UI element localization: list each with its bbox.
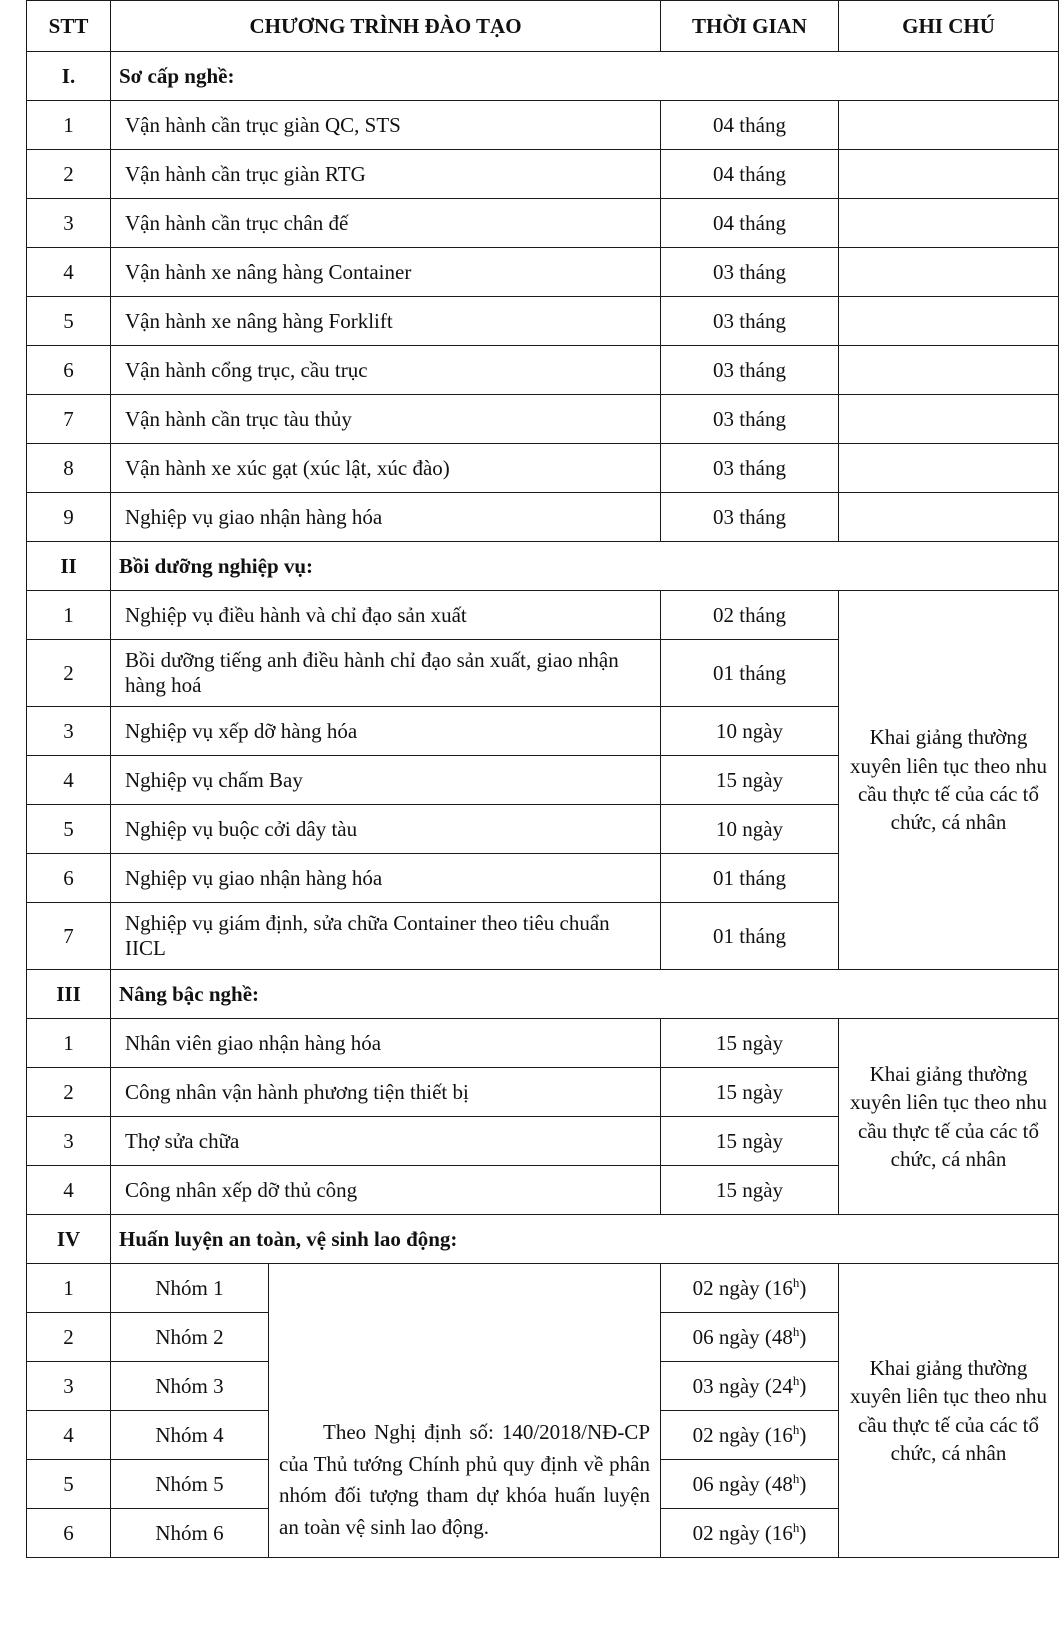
row-stt: 6 xyxy=(27,1509,111,1558)
row-days-close: ) xyxy=(799,1276,807,1300)
row-time: 15 ngày xyxy=(661,1019,839,1068)
row-stt: 5 xyxy=(27,297,111,346)
table-row xyxy=(27,297,1059,346)
table-row xyxy=(27,395,1059,444)
table-row xyxy=(27,591,1059,640)
row-stt: 1 xyxy=(27,1264,111,1313)
row-stt: 4 xyxy=(27,248,111,297)
row-stt: 3 xyxy=(27,707,111,756)
row-program: Nhân viên giao nhận hàng hóa xyxy=(111,1019,661,1068)
row-time: 15 ngày xyxy=(661,756,839,805)
row-group: Nhóm 1 xyxy=(111,1264,269,1313)
row-time: 03 tháng xyxy=(661,297,839,346)
row-program: Nghiệp vụ giao nhận hàng hóa xyxy=(111,854,661,903)
row-stt: 8 xyxy=(27,444,111,493)
row-stt: 2 xyxy=(27,1068,111,1117)
row-time xyxy=(661,1411,839,1460)
row-note xyxy=(839,444,1059,493)
row-time: 03 tháng xyxy=(661,346,839,395)
row-stt: 4 xyxy=(27,1411,111,1460)
table-row xyxy=(27,493,1059,542)
row-time: 04 tháng xyxy=(661,199,839,248)
row-note xyxy=(839,101,1059,150)
row-days-close: ) xyxy=(799,1325,807,1349)
header-program: CHƯƠNG TRÌNH ĐÀO TẠO xyxy=(111,1,661,52)
row-note xyxy=(839,493,1059,542)
section-number: II xyxy=(27,542,111,591)
row-time: 03 tháng xyxy=(661,395,839,444)
table-row xyxy=(27,346,1059,395)
row-program: Vận hành xe nâng hàng Forklift xyxy=(111,297,661,346)
training-program-table xyxy=(26,0,1059,1558)
row-time xyxy=(661,1313,839,1362)
row-days-close: ) xyxy=(799,1374,807,1398)
row-program: Nghiệp vụ điều hành và chỉ đạo sản xuất xyxy=(111,591,661,640)
row-time: 02 tháng xyxy=(661,591,839,640)
row-days: 06 ngày (48 xyxy=(692,1472,793,1496)
row-group: Nhóm 5 xyxy=(111,1460,269,1509)
row-program: Công nhân xếp dỡ thủ công xyxy=(111,1166,661,1215)
row-program: Vận hành cần trục giàn QC, STS xyxy=(111,101,661,150)
row-days: 02 ngày (16 xyxy=(692,1276,793,1300)
row-time: 15 ngày xyxy=(661,1117,839,1166)
table-row xyxy=(27,1264,1059,1313)
hour-sup: h xyxy=(792,1324,800,1339)
table-row xyxy=(27,1019,1059,1068)
hour-sup: h xyxy=(792,1373,800,1388)
row-note xyxy=(839,248,1059,297)
row-program: Vận hành xe nâng hàng Container xyxy=(111,248,661,297)
section-title: Sơ cấp nghề: xyxy=(111,52,1059,101)
row-days: 03 ngày (24 xyxy=(692,1374,793,1398)
row-group: Nhóm 2 xyxy=(111,1313,269,1362)
section-note: Khai giảng thường xuyên liên tục theo nhu cầu thực tế của các tổ chức, cá nhân xyxy=(839,1264,1059,1558)
section-number: IV xyxy=(27,1215,111,1264)
row-program: Vận hành cần trục giàn RTG xyxy=(111,150,661,199)
row-program: Nghiệp vụ xếp dỡ hàng hóa xyxy=(111,707,661,756)
section-row xyxy=(27,52,1059,101)
section-number: III xyxy=(27,970,111,1019)
row-program: Công nhân vận hành phương tiện thiết bị xyxy=(111,1068,661,1117)
row-time: 03 tháng xyxy=(661,444,839,493)
section-title: Huấn luyện an toàn, vệ sinh lao động: xyxy=(111,1215,1059,1264)
row-program: Vận hành cần trục chân đế xyxy=(111,199,661,248)
row-stt: 6 xyxy=(27,854,111,903)
table-row xyxy=(27,199,1059,248)
row-time xyxy=(661,1509,839,1558)
header-stt: STT xyxy=(27,1,111,52)
header-time: THỜI GIAN xyxy=(661,1,839,52)
row-program: Nghiệp vụ buộc cởi dây tàu xyxy=(111,805,661,854)
row-time: 01 tháng xyxy=(661,903,839,970)
row-days-close: ) xyxy=(799,1423,807,1447)
row-program: Vận hành xe xúc gạt (xúc lật, xúc đào) xyxy=(111,444,661,493)
row-stt: 3 xyxy=(27,1362,111,1411)
section-number: I. xyxy=(27,52,111,101)
row-time: 03 tháng xyxy=(661,248,839,297)
row-stt: 4 xyxy=(27,1166,111,1215)
row-group: Nhóm 3 xyxy=(111,1362,269,1411)
hour-sup: h xyxy=(792,1275,800,1290)
row-program: Nghiệp vụ chấm Bay xyxy=(111,756,661,805)
hour-sup: h xyxy=(792,1471,800,1486)
row-note xyxy=(839,199,1059,248)
table-row xyxy=(27,248,1059,297)
row-note xyxy=(839,150,1059,199)
section-title: Bồi dưỡng nghiệp vụ: xyxy=(111,542,1059,591)
section-note: Khai giảng thường xuyên liên tục theo nhu cầu thực tế của các tổ chức, cá nhân xyxy=(839,591,1059,970)
row-stt: 3 xyxy=(27,199,111,248)
section-note: Khai giảng thường xuyên liên tục theo nhu cầu thực tế của các tổ chức, cá nhân xyxy=(839,1019,1059,1215)
section-row xyxy=(27,970,1059,1019)
row-stt: 5 xyxy=(27,1460,111,1509)
row-program: Vận hành cổng trục, cầu trục xyxy=(111,346,661,395)
row-program: Thợ sửa chữa xyxy=(111,1117,661,1166)
section-title: Nâng bậc nghề: xyxy=(111,970,1059,1019)
hour-sup: h xyxy=(792,1520,800,1535)
section-row xyxy=(27,542,1059,591)
header-row xyxy=(27,1,1059,52)
row-days: 06 ngày (48 xyxy=(692,1325,793,1349)
table-row xyxy=(27,444,1059,493)
row-stt: 2 xyxy=(27,640,111,707)
row-program: Vận hành cần trục tàu thủy xyxy=(111,395,661,444)
row-time xyxy=(661,1362,839,1411)
row-program: Nghiệp vụ giám định, sửa chữa Container theo tiêu chuẩn IICL xyxy=(111,903,661,970)
row-stt: 2 xyxy=(27,1313,111,1362)
row-stt: 5 xyxy=(27,805,111,854)
row-stt: 1 xyxy=(27,1019,111,1068)
row-time: 10 ngày xyxy=(661,707,839,756)
row-time: 15 ngày xyxy=(661,1166,839,1215)
row-stt: 9 xyxy=(27,493,111,542)
row-time: 04 tháng xyxy=(661,101,839,150)
header-note: GHI CHÚ xyxy=(839,1,1059,52)
row-time: 01 tháng xyxy=(661,640,839,707)
row-time: 01 tháng xyxy=(661,854,839,903)
hour-sup: h xyxy=(792,1422,800,1437)
section-row xyxy=(27,1215,1059,1264)
row-days-close: ) xyxy=(799,1521,807,1545)
row-stt: 4 xyxy=(27,756,111,805)
row-days: 02 ngày (16 xyxy=(692,1423,793,1447)
table-row xyxy=(27,101,1059,150)
row-stt: 6 xyxy=(27,346,111,395)
row-time: 10 ngày xyxy=(661,805,839,854)
row-note xyxy=(839,346,1059,395)
row-note xyxy=(839,395,1059,444)
row-stt: 3 xyxy=(27,1117,111,1166)
row-group: Nhóm 4 xyxy=(111,1411,269,1460)
row-stt: 7 xyxy=(27,903,111,970)
row-program: Bồi dưỡng tiếng anh điều hành chỉ đạo sản xuất, giao nhận hàng hoá xyxy=(111,640,661,707)
row-time xyxy=(661,1460,839,1509)
row-time xyxy=(661,1264,839,1313)
row-stt: 1 xyxy=(27,101,111,150)
row-time: 15 ngày xyxy=(661,1068,839,1117)
row-time: 04 tháng xyxy=(661,150,839,199)
row-stt: 1 xyxy=(27,591,111,640)
row-days-close: ) xyxy=(799,1472,807,1496)
row-group: Nhóm 6 xyxy=(111,1509,269,1558)
row-stt: 2 xyxy=(27,150,111,199)
row-note xyxy=(839,297,1059,346)
table-row xyxy=(27,150,1059,199)
row-days: 02 ngày (16 xyxy=(692,1521,793,1545)
row-stt: 7 xyxy=(27,395,111,444)
row-program: Nghiệp vụ giao nhận hàng hóa xyxy=(111,493,661,542)
decree-text: Theo Nghị định số: 140/2018/NĐ-CP của Thủ tướng Chính phủ quy định về phân nhóm đối tượng tham dự khóa huấn luyện an toàn vệ sinh lao động. xyxy=(269,1264,661,1558)
row-time: 03 tháng xyxy=(661,493,839,542)
